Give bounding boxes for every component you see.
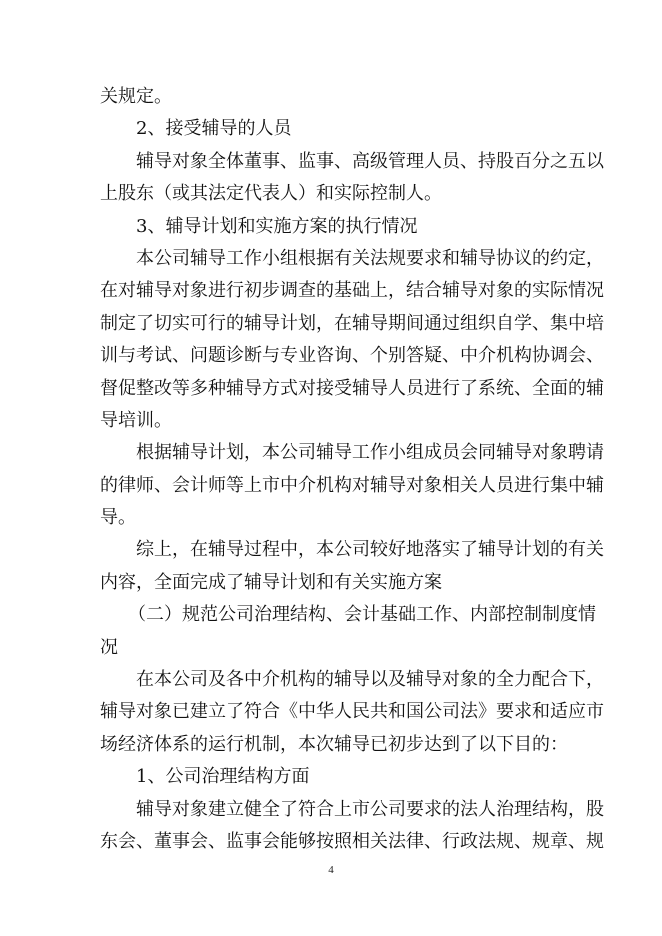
text-line: 督促整改等多种辅导方式对接受辅导人员进行了系统、全面的辅 bbox=[100, 377, 604, 399]
text-line: 东会、董事会、监事会能够按照相关法律、行政法规、规章、规 bbox=[100, 830, 604, 852]
page-number: 4 bbox=[328, 864, 334, 876]
text-line: 辅导对象已建立了符合《中华人民共和国公司法》要求和适应市 bbox=[100, 701, 604, 723]
text-line: 上股东（或其法定代表人）和实际控制人。 bbox=[100, 183, 442, 205]
text-line: 关规定。 bbox=[100, 86, 172, 107]
text-line: 训与考试、问题诊断与专业咨询、个别答疑、中介机构协调会、 bbox=[100, 345, 604, 367]
section-heading: 1、公司治理结构方面 bbox=[136, 766, 310, 788]
text-line: 导培训。 bbox=[100, 409, 172, 431]
text-line: 的律师、会计师等上市中介机构对辅导对象相关人员进行集中辅 bbox=[100, 474, 604, 496]
text-line: 内容，全面完成了辅导计划和有关实施方案 bbox=[100, 571, 442, 593]
section-heading-continuation: 况 bbox=[100, 636, 118, 658]
section-heading: 3、辅导计划和实施方案的执行情况 bbox=[136, 215, 418, 237]
text-line: 辅导对象全体董事、监事、高级管理人员、持股百分之五以 bbox=[136, 150, 604, 172]
section-heading: （二）规范公司治理结构、会计基础工作、内部控制制度情 bbox=[128, 604, 596, 626]
text-line: 辅导对象建立健全了符合上市公司要求的法人治理结构，股 bbox=[136, 798, 604, 820]
text-line: 本公司辅导工作小组根据有关法规要求和辅导协议的约定， bbox=[136, 247, 604, 269]
document-body bbox=[100, 81, 604, 858]
text-line: 在对辅导对象进行初步调查的基础上，结合辅导对象的实际情况 bbox=[100, 280, 604, 302]
text-line: 导。 bbox=[100, 507, 136, 529]
section-heading: 2、接受辅导的人员 bbox=[136, 118, 292, 140]
text-line: 综上，在辅导过程中，本公司较好地落实了辅导计划的有关 bbox=[136, 539, 604, 561]
text-line: 根据辅导计划，本公司辅导工作小组成员会同辅导对象聘请 bbox=[136, 442, 604, 464]
text-line: 制定了切实可行的辅导计划，在辅导期间通过组织自学、集中培 bbox=[100, 312, 604, 334]
text-line: 场经济体系的运行机制，本次辅导已初步达到了以下目的： bbox=[100, 733, 568, 755]
text-line: 在本公司及各中介机构的辅导以及辅导对象的全力配合下， bbox=[136, 669, 604, 691]
